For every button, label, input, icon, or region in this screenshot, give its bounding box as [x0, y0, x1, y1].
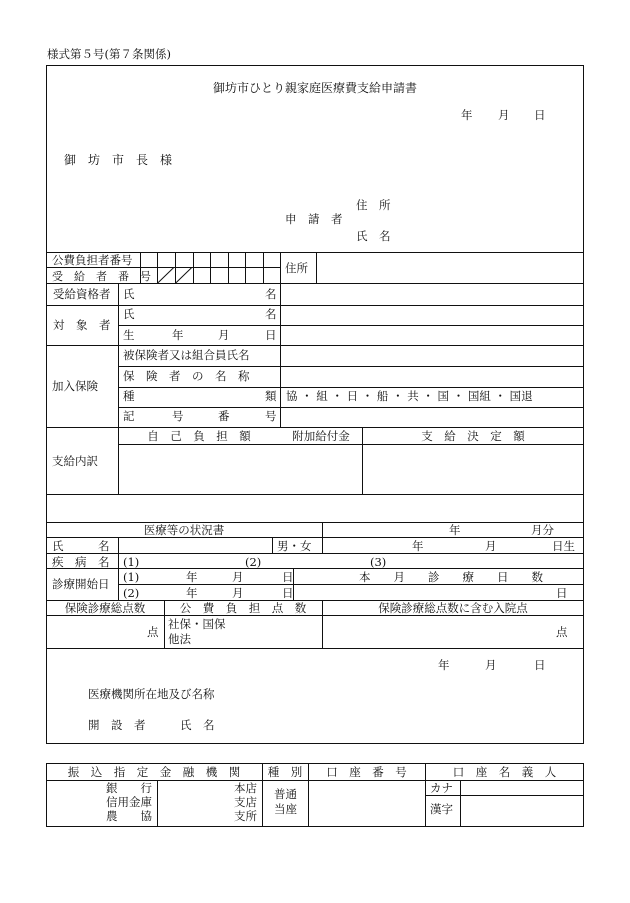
form-title: 御坊市ひとり親家庭医療費支給申請書 [212, 81, 417, 95]
date-month: 月 [498, 108, 510, 122]
qualified-surname-mark: 氏 [123, 287, 135, 301]
cert-date-day: 日 [534, 658, 546, 672]
target-person-label: 対 象 者 [53, 318, 111, 332]
bank-type-agri-coop: 農 協 [106, 809, 152, 823]
qualified-name-mark: 名 [265, 287, 277, 301]
insured-name-label: 被保険者又は組合員氏名 [123, 348, 250, 362]
treatment-days-label: 本 月 診 療 日 数 [359, 570, 543, 584]
code-label-1: 記 [123, 409, 135, 423]
cert-date-year: 年 [438, 658, 450, 672]
form-reference: 様式第５号(第７条関係) [47, 47, 171, 61]
patient-birth-year: 年 [412, 539, 424, 553]
account-type-header: 種 別 [267, 765, 303, 779]
date-year: 年 [461, 108, 473, 122]
birth-year: 年 [172, 328, 184, 342]
insurance-label: 加入保険 [52, 379, 98, 393]
disease-1: (1) [123, 555, 140, 569]
applicant-address-label: 住 所 [356, 198, 391, 212]
date-day: 日 [534, 108, 546, 122]
start-1: (1) [123, 570, 140, 584]
patient-birth-month: 月 [485, 539, 497, 553]
payment-breakdown-label: 支給内訳 [52, 454, 98, 468]
start-2: (2) [123, 586, 140, 600]
account-number-header: 口 座 番 号 [326, 765, 407, 779]
treatment-start-label: 診療開始日 [52, 577, 110, 591]
medical-month-part: 月分 [531, 523, 554, 537]
applicant-label: 申 請 者 [285, 212, 343, 226]
sex-options[interactable]: 男・女 [277, 539, 312, 553]
start-2-month: 月 [232, 586, 244, 600]
founder-label: 開 設 者 氏 名 [88, 718, 215, 732]
start-1-year: 年 [186, 570, 198, 584]
start-2-year: 年 [186, 586, 198, 600]
inpatient-points-label: 保険診療総点数に含む入院点 [378, 601, 528, 615]
branch-type-branch: 支店 [234, 795, 257, 809]
addressee: 御 坊 市 長 様 [64, 153, 173, 167]
treatment-days-unit: 日 [556, 586, 568, 600]
additional-benefit-label: 附加給付金 [292, 429, 350, 443]
medical-year: 年 [449, 523, 461, 537]
social-national-label: 社保・国保 [168, 617, 226, 631]
holder-kana-label: カナ [430, 781, 453, 795]
branch-type-sub: 支所 [234, 809, 257, 823]
code-label-4: 号 [265, 409, 277, 423]
public-payer-number-label: 公費負担者番号 [52, 253, 133, 267]
insurer-name-label: 保 険 者 の 名 称 [123, 369, 250, 383]
decided-amount-label: 支 給 決 定 額 [421, 429, 525, 443]
account-holder-header: 口 座 名 義 人 [452, 765, 557, 779]
qualified-recipient-label: 受給資格者 [53, 287, 111, 301]
bank-type-credit-union: 信用金庫 [106, 795, 152, 809]
birth-label: 生 [123, 328, 135, 342]
birth-month: 月 [218, 328, 230, 342]
start-2-day: 日 [282, 586, 294, 600]
cert-date-month: 月 [485, 658, 497, 672]
disease-label: 疾 病 名 [52, 555, 110, 569]
start-1-month: 月 [232, 570, 244, 584]
patient-name-label: 氏 名 [52, 539, 110, 553]
patient-birth-suffix: 日生 [552, 539, 575, 553]
self-pay-label: 自 己 負 担 額 [147, 429, 251, 443]
total-points-label: 保険診療総点数 [64, 601, 146, 615]
other-law-label: 他法 [168, 632, 191, 646]
bank-header: 振 込 指 定 金 融 機 関 [67, 765, 241, 779]
account-type-ordinary[interactable]: 普通 [274, 787, 297, 801]
insurance-type-options[interactable]: 協 ・ 組 ・ 日 ・ 船 ・ 共 ・ 国 ・ 国組 ・ 国退 [286, 389, 533, 403]
target-name-mark: 名 [265, 307, 277, 321]
total-points-unit: 点 [147, 625, 159, 639]
account-type-current[interactable]: 当座 [274, 802, 297, 816]
disease-3: (3) [370, 555, 387, 569]
applicant-name-label: 氏 名 [356, 229, 391, 243]
inpatient-points-unit: 点 [556, 625, 568, 639]
public-points-label: 公 費 負 担 点 数 [179, 601, 307, 615]
code-label-3: 番 [218, 409, 230, 423]
holder-kanji-label: 漢字 [430, 802, 453, 816]
branch-type-head: 本店 [234, 781, 257, 795]
insurance-type-end: 類 [265, 389, 277, 403]
bank-type-bank: 銀 行 [106, 781, 152, 795]
insurance-type-label: 種 [123, 389, 135, 403]
medical-status-title: 医療等の状況書 [143, 523, 225, 537]
institution-label: 医療機関所在地及び名称 [88, 687, 215, 701]
start-1-day: 日 [282, 570, 294, 584]
recipient-number-label: 受 給 者 番 号 [52, 270, 151, 283]
recipient-address-label: 住所 [285, 261, 308, 275]
target-surname-mark: 氏 [123, 307, 135, 321]
disease-2: (2) [245, 555, 262, 569]
birth-day: 日 [265, 328, 277, 342]
code-label-2: 号 [172, 409, 184, 423]
